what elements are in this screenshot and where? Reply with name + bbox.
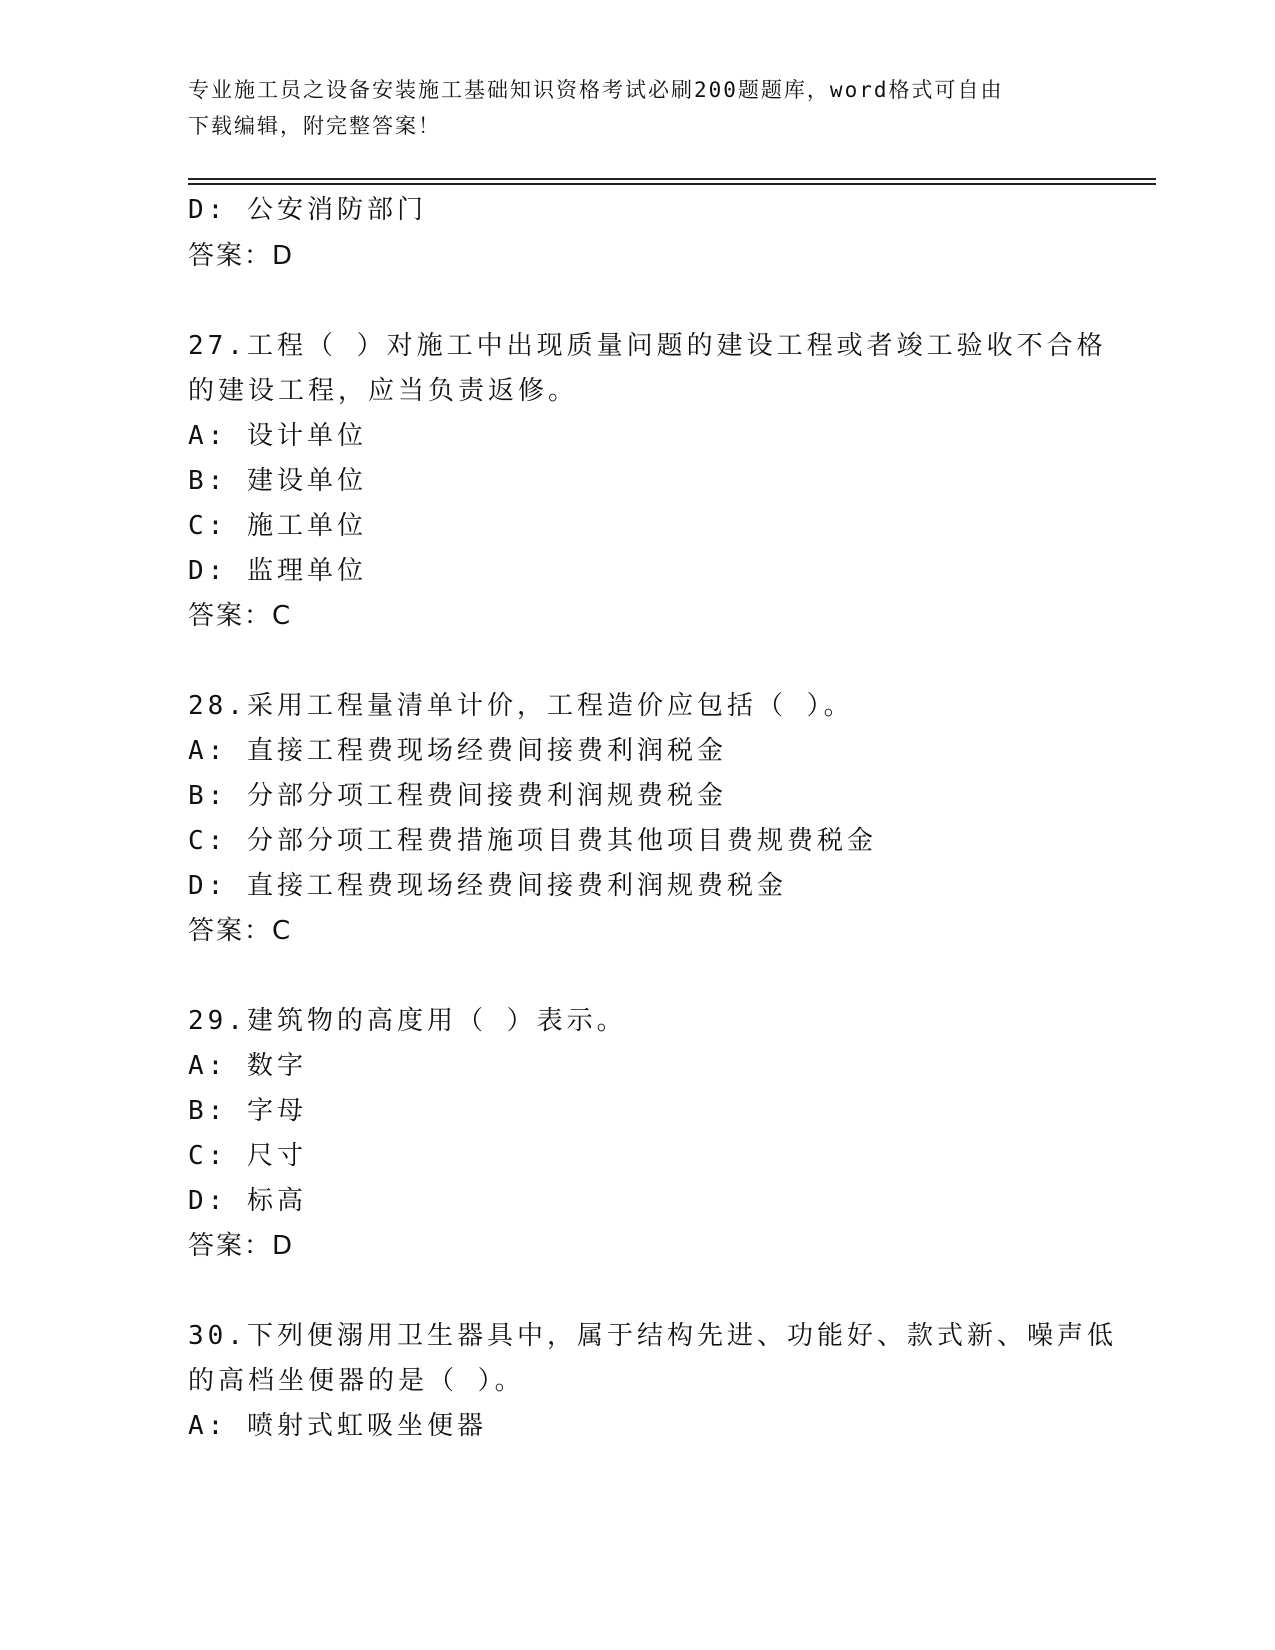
q27-option-b: B: 建设单位 (188, 466, 367, 496)
q26-option-d: D: 公安消防部门 (188, 195, 427, 225)
q27-option-a: A: 设计单位 (188, 421, 367, 451)
header-line-2: 下载编辑，附完整答案！ (188, 114, 441, 138)
q29-answer: 答案：D (188, 1231, 295, 1261)
q28-option-c: C: 分部分项工程费措施项目费其他项目费规费税金 (188, 826, 877, 856)
q27-stem-line-1: 27.工程（ ）对施工中出现质量问题的建设工程或者竣工验收不合格 (188, 331, 1107, 361)
q28-option-b: B: 分部分项工程费间接费利润规费税金 (188, 781, 727, 811)
header-line-1: 专业施工员之设备安装施工基础知识资格考试必刷200题题库，word格式可自由 (188, 78, 1004, 102)
document-header (188, 72, 1088, 144)
header-divider-bottom (188, 183, 1156, 185)
q29-option-c: C: 尺寸 (188, 1141, 307, 1171)
q29-stem: 29.建筑物的高度用（ ）表示。 (188, 1006, 627, 1036)
q27-stem-line-2: 的建设工程，应当负责返修。 (188, 376, 579, 406)
q30-option-a: A: 喷射式虹吸坐便器 (188, 1411, 487, 1441)
q29-option-d: D: 标高 (188, 1186, 307, 1216)
q28-option-d: D: 直接工程费现场经费间接费利润规费税金 (188, 871, 787, 901)
q28-answer: 答案：C (188, 916, 293, 946)
q29-option-b: B: 字母 (188, 1096, 307, 1126)
q27-option-d: D: 监理单位 (188, 556, 367, 586)
q26-answer: 答案：D (188, 241, 295, 271)
q30-stem-line-2: 的高档坐便器的是（ ）。 (188, 1366, 525, 1396)
header-divider-top (188, 178, 1156, 180)
q28-option-a: A: 直接工程费现场经费间接费利润税金 (188, 736, 727, 766)
q30-stem-line-1: 30.下列便溺用卫生器具中，属于结构先进、功能好、款式新、噪声低 (188, 1321, 1117, 1351)
q27-answer: 答案：C (188, 601, 293, 631)
q29-option-a: A: 数字 (188, 1051, 307, 1081)
q27-option-c: C: 施工单位 (188, 511, 367, 541)
q28-stem: 28.采用工程量清单计价，工程造价应包括（ ）。 (188, 691, 854, 721)
